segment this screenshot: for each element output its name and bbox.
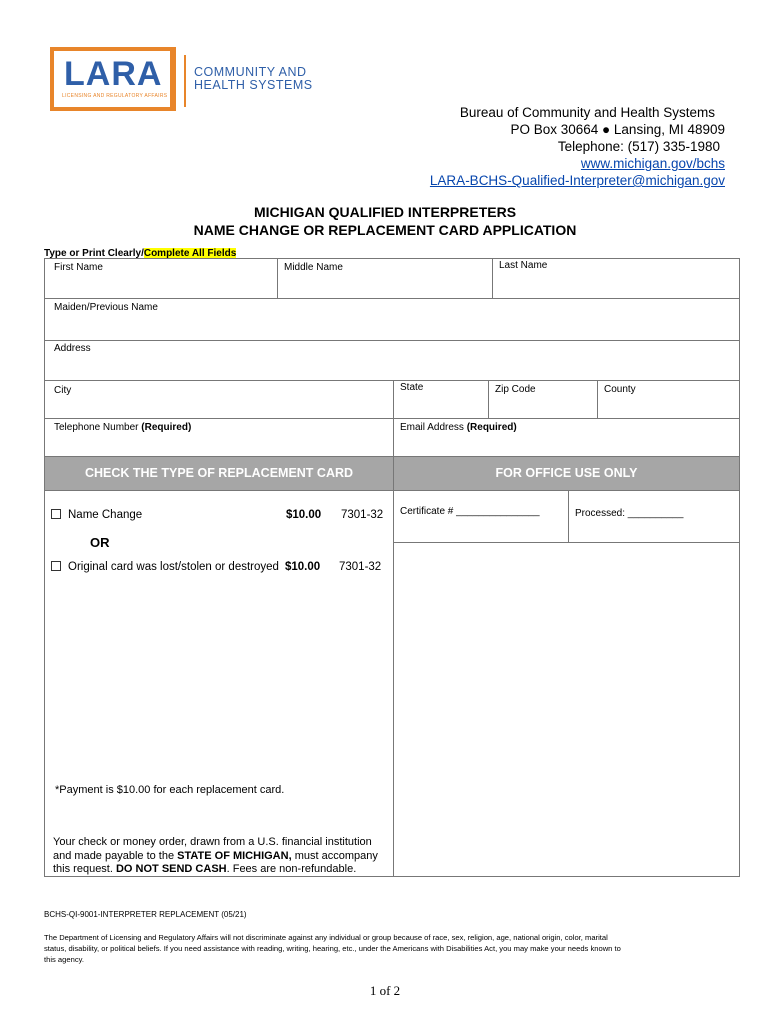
logo-frame-edge: [170, 47, 176, 111]
col-divider: [393, 380, 394, 418]
email-link[interactable]: LARA-BCHS-Qualified-Interpreter@michigan.gov: [429, 173, 725, 188]
payment-note: *Payment is $10.00 for each replacement card.: [55, 784, 285, 796]
zip-field[interactable]: Zip Code: [495, 384, 536, 395]
name-change-price: $10.00: [286, 509, 322, 521]
email-label: Email Address: [400, 422, 467, 433]
col-divider: [393, 418, 394, 456]
col-divider: [277, 258, 278, 298]
lost-card-checkbox[interactable]: [51, 561, 61, 571]
row-divider: [44, 340, 740, 341]
check-note-line1: Your check or money order, drawn from a U.S. financial institution: [53, 836, 372, 848]
check-note-line2: [53, 850, 393, 864]
name-change-label: Name Change: [68, 509, 143, 521]
lost-card-price: $10.00: [285, 561, 321, 573]
replacement-header: CHECK THE TYPE OF REPLACEMENT CARD: [45, 457, 393, 490]
check-note-line3: [53, 863, 393, 877]
middle-name-field[interactable]: Middle Name: [284, 262, 343, 273]
check-note: [53, 836, 393, 877]
row-divider: [44, 380, 740, 381]
form-title-line1: MICHIGAN QUALIFIED INTERPRETERS: [253, 204, 517, 220]
city-field[interactable]: City: [54, 385, 72, 396]
col-divider: [492, 258, 493, 298]
form-title-line2: NAME CHANGE OR REPLACEMENT CARD APPLICATION: [193, 222, 577, 238]
check-note-3a: this request.: [53, 863, 116, 875]
payee-name: STATE OF MICHIGAN,: [177, 849, 292, 862]
name-change-code: 7301-32: [341, 509, 384, 521]
office-header: FOR OFFICE USE ONLY: [394, 457, 739, 490]
disclaimer-line2: status, disability, or political beliefs. If you need assistance with reading, writing, hearing, etc., under the Americans with Disabilities Act, you may make your needs known to: [44, 944, 621, 953]
logo-department: [194, 66, 313, 92]
lara-logo: [50, 47, 320, 113]
disclaimer-line3: this agency.: [44, 955, 84, 964]
check-note-2a: and made payable to the: [53, 849, 178, 862]
page-number: 1 of 2: [369, 983, 401, 998]
county-field[interactable]: County: [604, 384, 636, 395]
bureau-name: Bureau of Community and Health Systems: [459, 105, 715, 120]
instructions-highlight: Complete All Fields: [143, 248, 237, 259]
certificate-field: Certificate # _______________: [400, 506, 540, 517]
logo-subtext: LICENSING AND REGULATORY AFFAIRS: [62, 93, 168, 99]
address-field[interactable]: Address: [54, 343, 91, 354]
email-required: (Required): [466, 422, 517, 433]
processed-field: Processed: __________: [575, 508, 684, 519]
row-divider: [393, 542, 740, 543]
telephone: Telephone: (517) 335-1980: [557, 139, 720, 154]
check-note-2c: must accompany: [291, 849, 378, 862]
col-divider: [568, 490, 569, 542]
website-link[interactable]: www.michigan.gov/bchs: [580, 156, 725, 171]
row-divider: [44, 418, 740, 419]
col-divider: [597, 380, 598, 418]
logo-text: LARA: [64, 55, 163, 93]
lost-card-label: Original card was lost/stolen or destroyed: [68, 561, 279, 573]
row-divider: [44, 298, 740, 299]
name-change-checkbox[interactable]: [51, 509, 61, 519]
form-id: BCHS-QI-9001-INTERPRETER REPLACEMENT (05/21): [44, 910, 247, 919]
po-box: PO Box 30664 ● Lansing, MI 48909: [510, 122, 725, 137]
row-divider: [44, 490, 740, 491]
state-field[interactable]: State: [400, 382, 424, 393]
logo-dept-line1: COMMUNITY AND: [194, 65, 307, 79]
col-divider: [488, 380, 489, 418]
last-name-field[interactable]: Last Name: [499, 260, 548, 271]
instructions-prefix: Type or Print Clearly/: [44, 248, 144, 259]
disclaimer-line1: The Department of Licensing and Regulatory Affairs will not discriminate against any individual or group because of race, sex, religion, age, national origin, color, marital: [44, 933, 608, 942]
logo-divider: [184, 55, 186, 107]
maiden-name-field[interactable]: Maiden/Previous Name: [54, 302, 158, 313]
lost-card-code: 7301-32: [339, 561, 382, 573]
nondiscrimination-disclaimer: [44, 932, 744, 965]
first-name-field[interactable]: First Name: [54, 262, 103, 273]
logo-dept-line2: HEALTH SYSTEMS: [194, 78, 313, 92]
telephone-required: (Required): [141, 422, 192, 433]
telephone-label: Telephone Number: [54, 422, 142, 433]
telephone-field[interactable]: [54, 422, 191, 433]
section-divider: [393, 456, 394, 877]
no-cash-warning: DO NOT SEND CASH: [115, 863, 227, 875]
check-note-3c: . Fees are non-refundable.: [226, 863, 357, 875]
email-field[interactable]: [400, 422, 517, 433]
or-separator: OR: [90, 535, 110, 550]
bureau-address: [430, 104, 725, 189]
